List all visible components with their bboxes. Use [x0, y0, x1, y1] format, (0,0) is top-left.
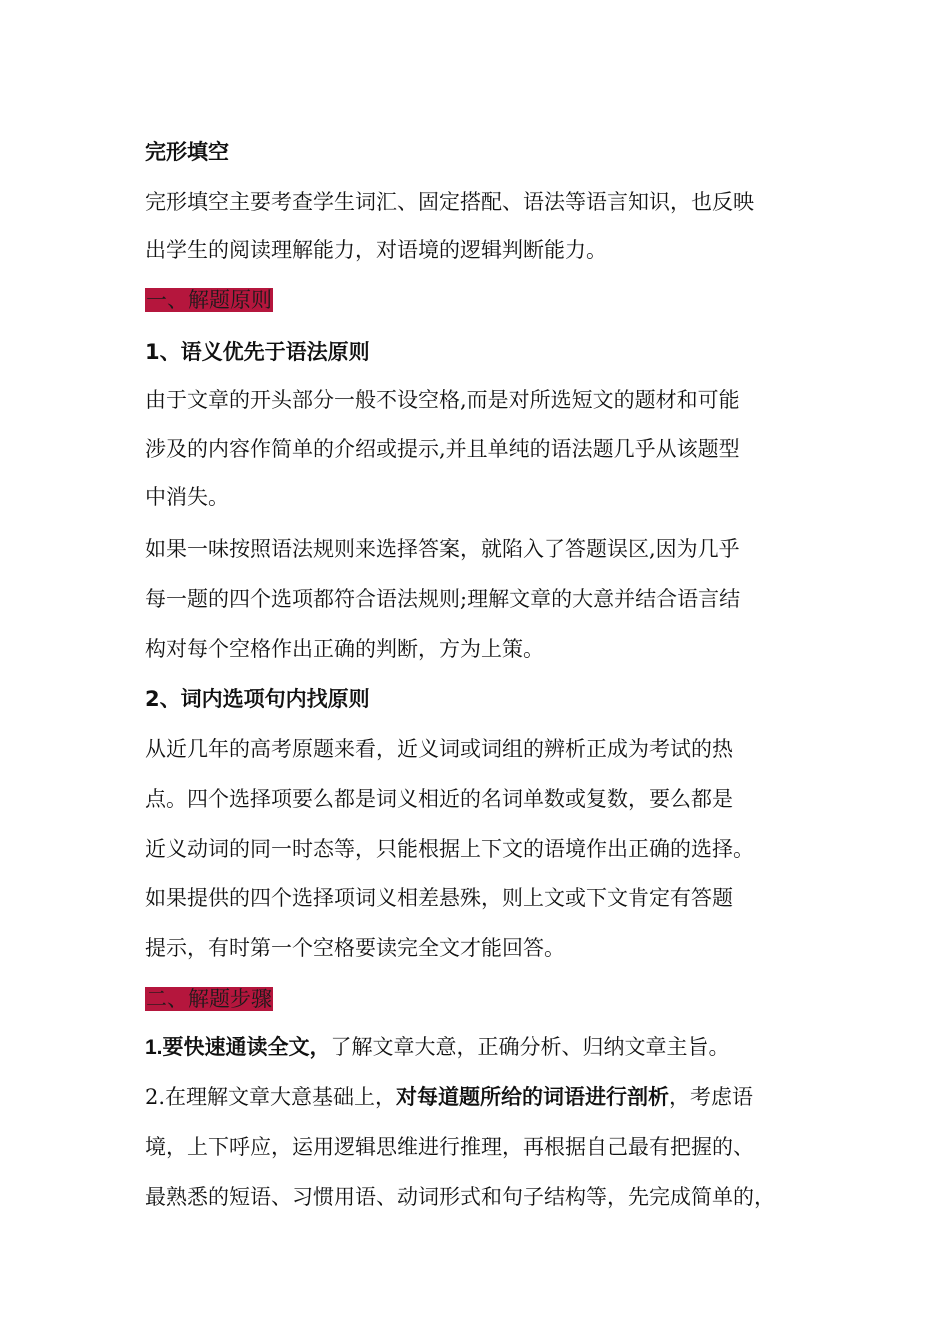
section2-heading [145, 984, 273, 1014]
item1-line-2: 涉及的内容作简单的介绍或提示,并且单纯的语法题几乎从该题型 [145, 437, 740, 461]
step2-bold: 对每道题所给的词语进行剖析 [396, 1085, 670, 1109]
section1-heading [145, 285, 273, 315]
item2-line-2: 点。四个选择项要么都是词义相近的名词单数或复数，要么都是 [145, 787, 733, 811]
step2-line-3: 最熟悉的短语、习惯用语、动词形式和句子结构等，先完成简单的， [145, 1185, 775, 1209]
step1-rest: 了解文章大意，正确分析、归纳文章主旨。 [330, 1035, 730, 1059]
item1-line-3: 中消失。 [145, 485, 229, 509]
item1-line-6: 构对每个空格作出正确的判断，方为上策。 [145, 637, 544, 661]
item2-line-4: 如果提供的四个选择项词义相差悬殊，则上文或下文肯定有答题 [145, 886, 733, 910]
intro-line-2: 出学生的阅读理解能力，对语境的逻辑判断能力。 [145, 238, 607, 262]
item2-line-3: 近义动词的同一时态等，只能根据上下文的语境作出正确的选择。 [145, 837, 754, 861]
document-title: 完形填空 [145, 140, 229, 164]
item2-title: 2、词内选项句内找原则 [145, 687, 370, 711]
item1-line-1: 由于文章的开头部分一般不设空格,而是对所选短文的题材和可能 [145, 388, 740, 412]
item1-title: 1、语义优先于语法原则 [145, 340, 370, 364]
item1-line-5: 每一题的四个选项都符合语法规则;理解文章的大意并结合语言结 [145, 587, 741, 611]
intro-line-1: 完形填空主要考查学生词汇、固定搭配、语法等语言知识，也反映 [145, 190, 754, 214]
item2-line-1: 从近几年的高考原题来看，近义词或词组的辨析正成为考试的热 [145, 737, 733, 761]
item1-line-4: 如果一味按照语法规则来选择答案，就陷入了答题误区,因为几乎 [145, 537, 740, 561]
step2-line-1 [145, 1082, 753, 1112]
item2-line-5: 提示，有时第一个空格要读完全文才能回答。 [145, 936, 565, 960]
section1-heading-text: 一、解题原则 [146, 288, 272, 312]
step1-bold: 1.要快速通读全文， [145, 1036, 331, 1059]
step2-prefix: 2.在理解文章大意基础上， [145, 1085, 397, 1109]
step1-line [145, 1032, 730, 1063]
step2-line-2: 境，上下呼应，运用逻辑思维进行推理，再根据自己最有把握的、 [145, 1135, 754, 1159]
step2-suffix: ，考虑语 [669, 1085, 754, 1109]
section2-heading-text: 二、解题步骤 [146, 987, 272, 1011]
